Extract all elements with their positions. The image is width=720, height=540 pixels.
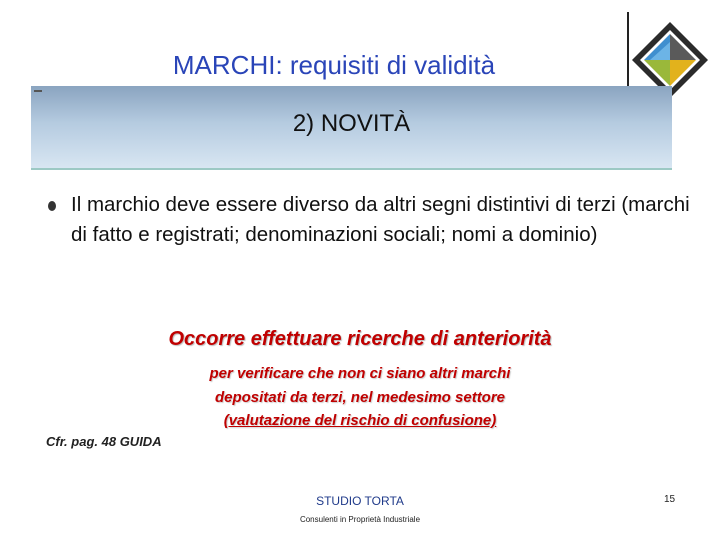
firm-name: STUDIO TORTA [316,494,404,508]
callout-main: Occorre effettuare ricerche di anteriorità [168,328,552,350]
header-divider [627,12,629,90]
bullet-icon [48,201,56,211]
callout-line-2: depositati da terzi, nel medesimo settore [214,388,506,406]
callout-line-3: (valutazione del rischio di confusione) [223,412,497,429]
slide-title: MARCHI: requisiti di validità [172,50,496,80]
section-heading: 2) NOVITÀ [292,110,411,137]
callout-line-1: per verificare che non ci siano altri marchi [209,365,511,382]
guide-reference: Cfr. pag. 48 GUIDA [46,434,162,449]
banner-corner-mark [34,90,42,92]
callout-details [0,362,720,433]
page-number: 15 [664,494,676,505]
bullet-text: Il marchio deve essere diverso da altri segni distintivi di terzi (marchi di fatto e registrati; denominazioni sociali; nomi a dominio) [71,193,690,246]
section-banner [31,86,672,170]
firm-subtitle: Consulenti in Proprietà Industriale [299,515,421,524]
